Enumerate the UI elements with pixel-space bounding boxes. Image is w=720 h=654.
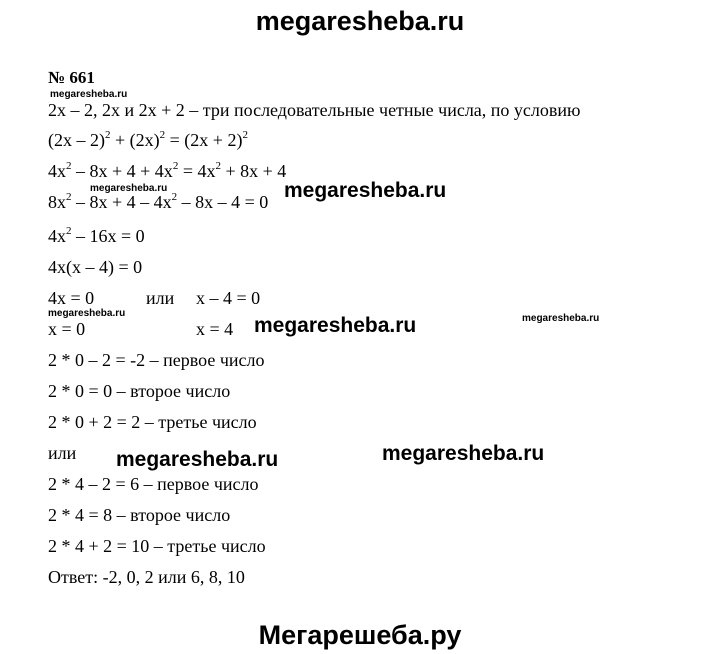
equation-6-right: x – 4 = 0 (196, 288, 261, 308)
result-5: 2 * 4 = 8 – второе число (48, 505, 231, 525)
watermark-large: megaresheba.ru (284, 179, 447, 202)
equation-7-right: x = 4 (196, 319, 234, 339)
site-footer: Мегарешеба.ру (258, 620, 462, 650)
watermark-small: megaresheba.ru (90, 183, 168, 194)
equation-2: $4x^2 - 8x + 4 + 4x^2 = 4x^2 + 8x + 4$ (48, 160, 287, 181)
equation-6-left: 4x = 0 (48, 288, 95, 308)
watermark-small: megaresheba.ru (50, 89, 128, 100)
result-2: 2 * 0 = 0 – второе число (48, 381, 231, 401)
result-6: 2 * 4 + 2 = 10 – третье число (48, 536, 266, 556)
result-1: 2 * 0 – 2 = -2 – первое число (48, 350, 265, 370)
equation-3: $8x^2 - 8x + 4 - 4x^2 - 8x - 4 = 0$ (48, 191, 269, 212)
watermark-small: megaresheba.ru (522, 313, 600, 324)
site-header: megaresheba.ru (255, 6, 465, 36)
watermark-large: megaresheba.ru (116, 448, 279, 471)
watermark-small: megaresheba.ru (48, 308, 126, 319)
problem-statement: 2x – 2, 2x и 2x + 2 – три последовательные четные числа, по условию (48, 100, 581, 120)
or-separator: или (48, 443, 77, 463)
watermark-large: megaresheba.ru (382, 442, 545, 465)
equation-1: $(2x - 2)^2 + (2x)^2 = (2x + 2)^2$ (48, 129, 248, 150)
answer: Ответ: -2, 0, 2 или 6, 8, 10 (48, 567, 245, 587)
problem-number: № 661 (48, 68, 95, 87)
equation-5: 4x(x – 4) = 0 (48, 257, 143, 277)
equation-6-or: или (146, 288, 175, 308)
equation-4: $4x^2 - 16x = 0$ (48, 225, 145, 246)
result-4: 2 * 4 – 2 = 6 – первое число (48, 474, 259, 494)
watermark-large: megaresheba.ru (254, 314, 417, 337)
result-3: 2 * 0 + 2 = 2 – третье число (48, 412, 257, 432)
equation-7-left: x = 0 (48, 319, 86, 339)
